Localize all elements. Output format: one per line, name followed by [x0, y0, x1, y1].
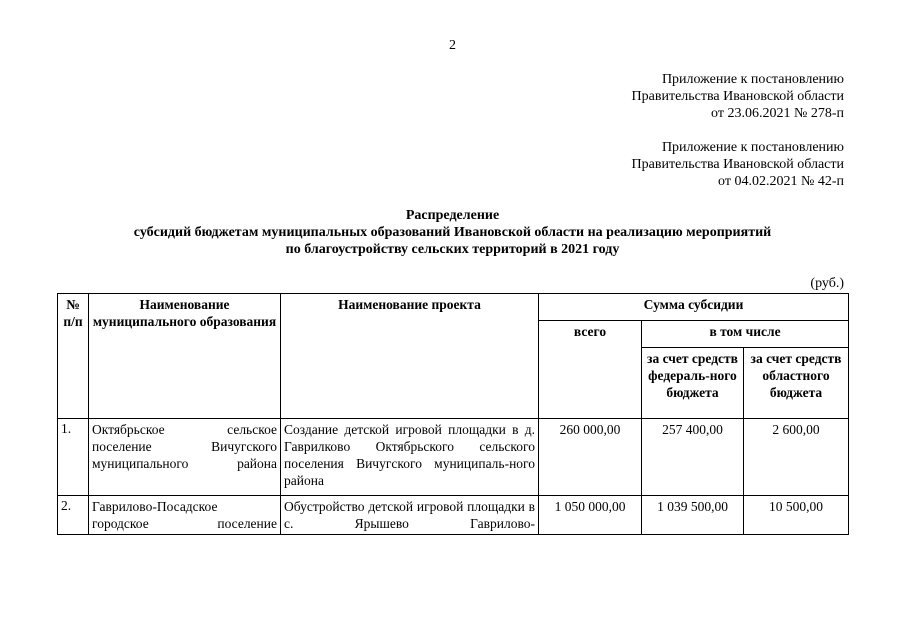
subsidy-table [57, 293, 849, 535]
row-municipality: Октябрьское сельское поселение Вичугского муниципального района [89, 419, 281, 496]
appendix-current-line2: Правительства Ивановской области [631, 89, 844, 104]
appendix-current [632, 71, 844, 122]
appendix-original [632, 139, 844, 190]
row-regional: 2 600,00 [744, 419, 849, 496]
document-title [0, 207, 905, 258]
row-project: Обустройство детской игровой площадки в с. Ярышево Гаврилово- [281, 496, 539, 535]
page-number: 2 [449, 38, 456, 53]
header-num: № п/п [58, 294, 89, 419]
appendix-original-line2: Правительства Ивановской области [631, 157, 844, 172]
appendix-current-line3: от 23.06.2021 № 278-п [711, 106, 844, 121]
title-line3: по благоустройству сельских территорий в 2021 году [285, 242, 620, 257]
row-federal: 1 039 500,00 [642, 496, 744, 535]
title-line1: Распределение [405, 208, 500, 223]
currency-unit: (руб.) [810, 276, 844, 291]
header-subsidy-sum: Сумма субсидии [539, 294, 849, 321]
row-project: Создание детской игровой площадки в д. Гаврилково Октябрьского сельского поселения Вичугского муниципаль-ного района [281, 419, 539, 496]
table-row [58, 496, 849, 535]
row-total: 1 050 000,00 [539, 496, 642, 535]
row-num: 1. [58, 419, 89, 496]
row-total: 260 000,00 [539, 419, 642, 496]
appendix-original-line1: Приложение к постановлению [661, 140, 844, 155]
header-project: Наименование проекта [281, 294, 539, 419]
header-regional: за счет средств областного бюджета [744, 348, 849, 419]
appendix-original-line3: от 04.02.2021 № 42-п [718, 174, 844, 189]
row-regional: 10 500,00 [744, 496, 849, 535]
row-municipality: Гаврилово-Посадское городское поселение [89, 496, 281, 535]
header-municipality: Наименование муниципального образования [89, 294, 281, 419]
appendix-current-line1: Приложение к постановлению [661, 72, 844, 87]
header-total: всего [539, 321, 642, 419]
header-including: в том числе [642, 321, 849, 348]
row-num: 2. [58, 496, 89, 535]
header-federal: за счет средств федераль-ного бюджета [642, 348, 744, 419]
title-line2: субсидий бюджетам муниципальных образований Ивановской области на реализацию мероприятий [133, 225, 772, 240]
table-row [58, 419, 849, 496]
row-federal: 257 400,00 [642, 419, 744, 496]
